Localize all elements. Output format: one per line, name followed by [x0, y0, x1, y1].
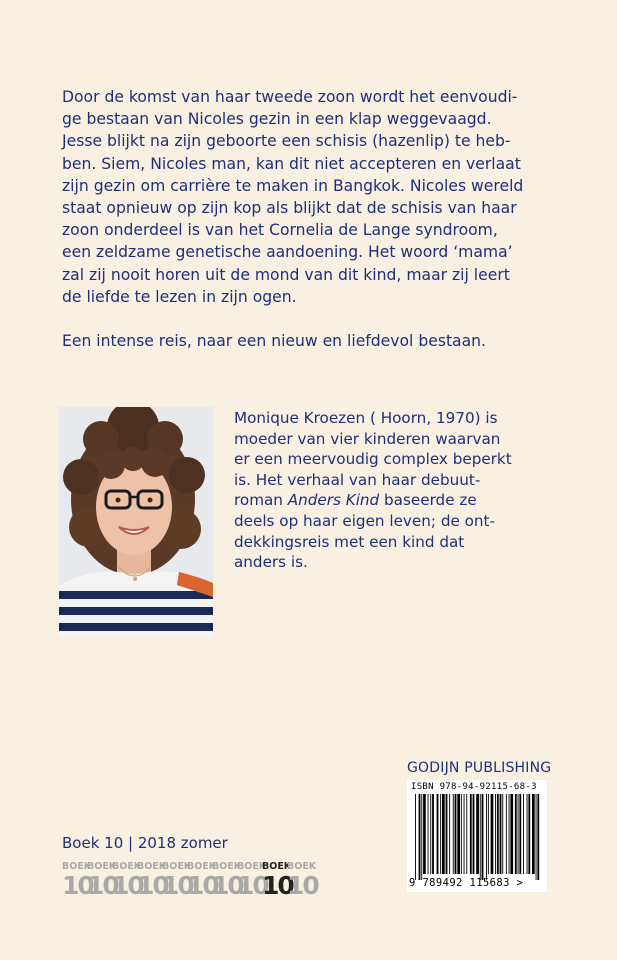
boek10-logo-strip [62, 858, 322, 902]
barcode-bars [407, 780, 547, 892]
isbn-barcode [407, 780, 547, 892]
book-title: Anders Kind [287, 491, 380, 510]
author-portrait-illustration [59, 407, 213, 637]
synopsis-paragraph: Door de komst van haar tweede zoon wordt het eenvoudi- ge bestaan van Nicoles gezin in een klap weggevaagd. Jesse blijkt na zijn geboorte een schisis (hazenlip) te heb- ben. Siem, Nicoles man, kan dit niet accepteren en verlaat zijn gezin om carrière te maken in Bangkok. Nicoles wereld staat opnieuw op zijn kop als blijkt dat de schisis van haar zoon onderdeel is van het Cornelia de Lange syndroom, een zeldzame genetische aandoening. Het woord ‘mama’ zal zij nooit horen uit de mond van dit kind, maar zij leert de liefde te lezen in zijn ogen. [62, 88, 524, 306]
author-photo [59, 407, 213, 637]
barcode-bar [432, 794, 434, 874]
logo-word: BOEK [87, 861, 117, 872]
barcode-bar [446, 794, 448, 874]
logo-number: 10 [287, 871, 318, 898]
bio-text-end: baseerde ze deels op haar eigen leven; de ont- dekkingsreis met een kind dat anders is. [234, 491, 495, 572]
barcode-bar [476, 794, 479, 874]
barcode-bar [518, 794, 519, 874]
barcode-bar [515, 794, 517, 874]
isbn-number: ISBN 978-94-92115-68-3 [411, 782, 537, 792]
barcode-bar [470, 794, 472, 874]
tagline: Een intense reis, naar een nieuw en liefdevol bestaan. [62, 332, 487, 351]
logo-word: BOEK [237, 861, 267, 872]
logo-number: 10 [262, 871, 293, 898]
barcode-bar [415, 794, 416, 880]
logo-number: 10 [187, 871, 218, 898]
barcode-bar [466, 794, 467, 874]
barcode-bar [449, 794, 450, 874]
barcode-bar [532, 794, 535, 874]
boek10-logo [287, 861, 319, 898]
barcode-bar [440, 794, 441, 874]
barcode-bar [536, 794, 537, 880]
logo-word: BOEK [287, 861, 317, 872]
logo-word: BOEK [262, 861, 292, 872]
barcode-bar [510, 794, 513, 874]
barcode-bar [423, 794, 426, 874]
logo-number: 10 [87, 871, 118, 898]
edition-label: Boek 10 | 2018 zomer [62, 834, 228, 852]
logo-word: BOEK [162, 861, 192, 872]
logo-word: BOEK [62, 861, 92, 872]
barcode-bar [455, 794, 457, 874]
logo-word: BOEK [212, 861, 242, 872]
barcode-bar [486, 794, 487, 880]
barcode-bar [482, 794, 484, 880]
barcode-bar [437, 794, 439, 874]
barcode-bar [491, 794, 494, 874]
publisher-name: GODIJN PUBLISHING [407, 760, 552, 776]
barcode-digits: 9 789492 115683 > [409, 877, 524, 889]
logo-number: 10 [112, 871, 143, 898]
barcode-bar [509, 794, 510, 874]
barcode-bar [506, 794, 507, 874]
barcode-bar [500, 794, 502, 874]
barcode-bar [428, 794, 429, 874]
barcode-bar [528, 794, 530, 874]
logo-number: 10 [237, 871, 268, 898]
barcode-bar [473, 794, 475, 874]
logo-word: BOEK [137, 861, 167, 872]
barcode-bar [480, 794, 481, 880]
back-cover-blurb [62, 86, 557, 352]
barcode-bar [497, 794, 499, 874]
barcode-bar [442, 794, 445, 874]
barcode-bar [461, 794, 462, 874]
boek10-logos [62, 858, 322, 898]
barcode-bar [430, 794, 431, 874]
barcode-bar [519, 794, 521, 874]
barcode-bar [527, 794, 528, 874]
barcode-bar [523, 794, 524, 874]
bio-text-start: Monique Kroezen ( Hoorn, 1970) is moeder van vier kinderen waarvan er een meervoudig complex beperkt is. Het verhaal van haar debuut- roman [234, 409, 512, 510]
barcode-bar [537, 794, 539, 880]
author-bio [234, 408, 564, 573]
barcode-bar [464, 794, 465, 874]
logo-word: BOEK [112, 861, 142, 872]
logo-number: 10 [137, 871, 168, 898]
logo-number: 10 [162, 871, 193, 898]
barcode-bar [421, 794, 422, 880]
barcode-bar [495, 794, 496, 874]
barcode-bar [419, 794, 421, 880]
logo-number: 10 [212, 871, 243, 898]
barcode-bar [488, 794, 489, 874]
barcode-bar [502, 794, 503, 874]
logo-word: BOEK [187, 861, 217, 872]
barcode-bar [453, 794, 454, 874]
logo-number: 10 [62, 871, 93, 898]
barcode-bar [457, 794, 460, 874]
